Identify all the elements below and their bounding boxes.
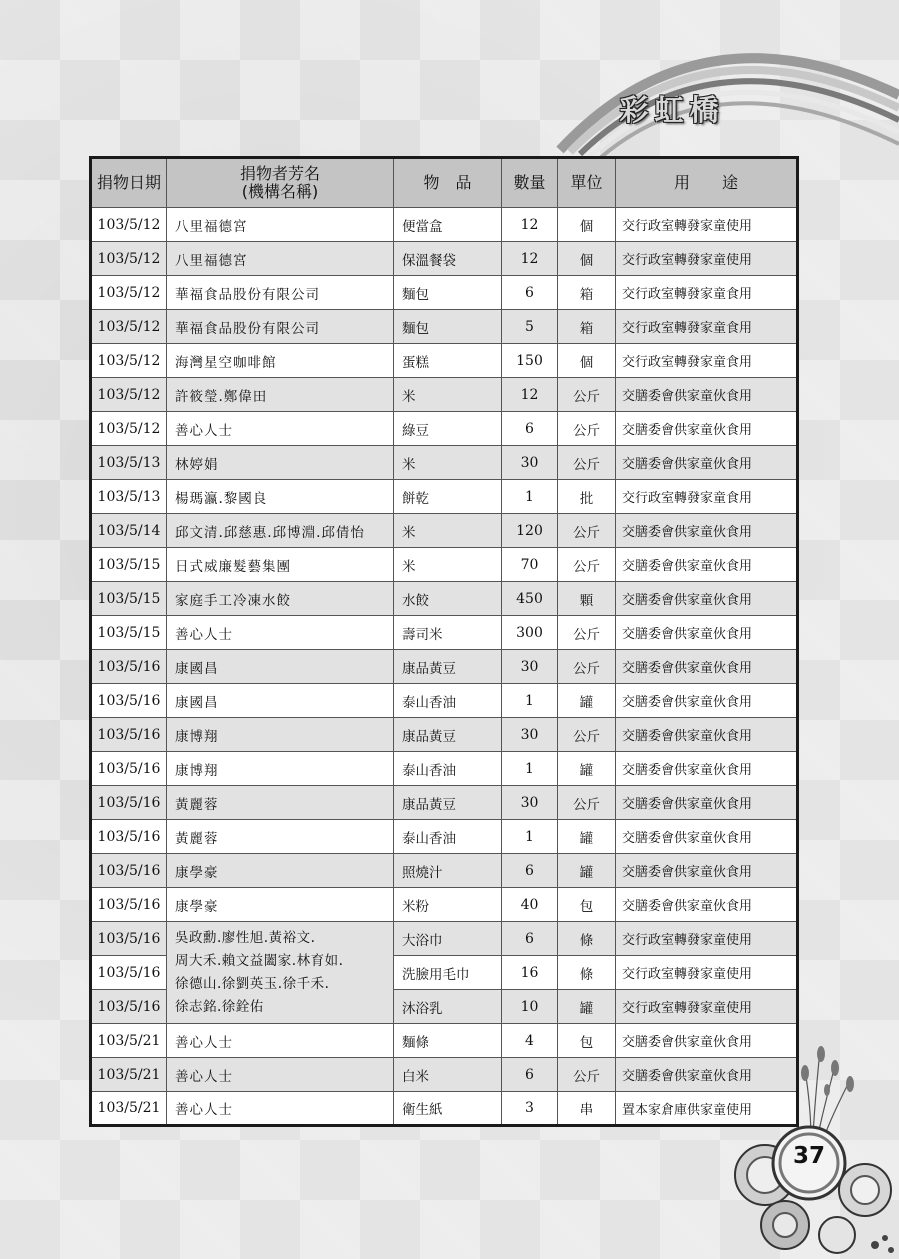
item-cell: 白米 [394,1058,502,1092]
table-row [91,684,798,718]
unit-cell: 公斤 [558,1058,616,1092]
item-cell: 泰山香油 [394,820,502,854]
item-cell: 米 [394,378,502,412]
donor-cell: 林婷娟 [167,446,394,480]
table-row [91,276,798,310]
header-item: 物 品 [394,158,502,208]
quantity-cell: 30 [502,718,558,752]
purpose-cell: 交膳委會供家童伙食用 [616,378,798,412]
quantity-cell: 12 [502,378,558,412]
donor-cell: 善心人士 [167,616,394,650]
quantity-cell: 1 [502,752,558,786]
item-cell: 洗臉用毛巾 [394,956,502,990]
quantity-cell: 10 [502,990,558,1024]
unit-cell: 公斤 [558,378,616,412]
date-cell: 103/5/16 [91,718,167,752]
date-cell: 103/5/14 [91,514,167,548]
quantity-cell: 4 [502,1024,558,1058]
header-row [91,158,798,208]
table-row [91,854,798,888]
header-purpose: 用 途 [616,158,798,208]
unit-cell: 條 [558,956,616,990]
date-cell: 103/5/16 [91,820,167,854]
donor-cell: 善心人士 [167,1058,394,1092]
page-number: 37 [792,1143,825,1169]
unit-cell: 條 [558,922,616,956]
item-cell: 米 [394,548,502,582]
table-row [91,786,798,820]
table-row [91,650,798,684]
purpose-cell: 交膳委會供家童伙食用 [616,548,798,582]
item-cell: 泰山香油 [394,752,502,786]
purpose-cell: 交膳委會供家童伙食用 [616,786,798,820]
donor-cell: 日式威廉髮藝集團 [167,548,394,582]
item-cell: 康品黃豆 [394,718,502,752]
item-cell: 麵包 [394,310,502,344]
date-cell: 103/5/16 [91,888,167,922]
purpose-cell: 交行政室轉發家童食用 [616,480,798,514]
table-row [91,310,798,344]
date-cell: 103/5/16 [91,786,167,820]
quantity-cell: 3 [502,1092,558,1126]
date-cell: 103/5/12 [91,276,167,310]
quantity-cell: 70 [502,548,558,582]
purpose-cell: 交膳委會供家童伙食用 [616,514,798,548]
table-row [91,888,798,922]
donor-cell: 華福食品股份有限公司 [167,276,394,310]
quantity-cell: 6 [502,1058,558,1092]
item-cell: 米 [394,446,502,480]
quantity-cell: 120 [502,514,558,548]
unit-cell: 公斤 [558,616,616,650]
purpose-cell: 交行政室轉發家童使用 [616,922,798,956]
date-cell: 103/5/16 [91,752,167,786]
unit-cell: 公斤 [558,718,616,752]
quantity-cell: 150 [502,344,558,378]
quantity-cell: 6 [502,412,558,446]
table-row [91,1092,798,1126]
date-cell: 103/5/12 [91,310,167,344]
donor-line: 吳政勳.廖性旭.黃裕文. [175,930,316,946]
header-date: 捐物日期 [91,158,167,208]
item-cell: 沐浴乳 [394,990,502,1024]
purpose-cell: 交膳委會供家童伙食用 [616,752,798,786]
purpose-cell: 交膳委會供家童伙食用 [616,1024,798,1058]
item-cell: 泰山香油 [394,684,502,718]
donor-cell: 楊瑪瀛.黎國良 [167,480,394,514]
table-row [91,582,798,616]
header-quantity: 數量 [502,158,558,208]
item-cell: 照燒汁 [394,854,502,888]
donor-cell: 康國昌 [167,684,394,718]
table-row [91,344,798,378]
date-cell: 103/5/16 [91,854,167,888]
purpose-cell: 交膳委會供家童伙食用 [616,446,798,480]
unit-cell: 包 [558,1024,616,1058]
header-unit: 單位 [558,158,616,208]
table-row [91,514,798,548]
date-cell: 103/5/16 [91,956,167,990]
unit-cell: 個 [558,208,616,242]
table-row [91,1058,798,1092]
donor-cell: 八里福德宮 [167,242,394,276]
section-title: 彩虹橋 [619,93,725,127]
date-cell: 103/5/16 [91,684,167,718]
item-cell: 康品黃豆 [394,786,502,820]
table-row [91,446,798,480]
item-cell: 衛生紙 [394,1092,502,1126]
date-cell: 103/5/16 [91,990,167,1024]
purpose-cell: 交行政室轉發家童食用 [616,310,798,344]
date-cell: 103/5/21 [91,1092,167,1126]
quantity-cell: 300 [502,616,558,650]
unit-cell: 串 [558,1092,616,1126]
quantity-cell: 12 [502,242,558,276]
unit-cell: 批 [558,480,616,514]
quantity-cell: 5 [502,310,558,344]
date-cell: 103/5/12 [91,412,167,446]
unit-cell: 箱 [558,276,616,310]
donor-cell: 康學豪 [167,888,394,922]
table-row [91,242,798,276]
unit-cell: 罐 [558,820,616,854]
item-cell: 綠豆 [394,412,502,446]
date-cell: 103/5/15 [91,548,167,582]
donor-cell: 康博翔 [167,752,394,786]
donor-cell: 家庭手工冷凍水餃 [167,582,394,616]
purpose-cell: 交膳委會供家童伙食用 [616,1058,798,1092]
date-cell: 103/5/15 [91,616,167,650]
purpose-cell: 交行政室轉發家童使用 [616,956,798,990]
table-row [91,548,798,582]
table-row [91,208,798,242]
donor-line: 徐志銘.徐銓佑 [175,999,264,1015]
donor-cell: 康學豪 [167,854,394,888]
quantity-cell: 450 [502,582,558,616]
unit-cell: 罐 [558,684,616,718]
table-row [91,1024,798,1058]
donor-line: 周大禾.賴文益闔家.林育如. [175,953,344,969]
table-row [91,616,798,650]
donor-line: 徐德山.徐劉英玉.徐千禾. [175,976,330,992]
table-row [91,718,798,752]
purpose-cell: 交膳委會供家童伙食用 [616,616,798,650]
item-cell: 水餃 [394,582,502,616]
unit-cell: 公斤 [558,650,616,684]
date-cell: 103/5/13 [91,480,167,514]
unit-cell: 公斤 [558,786,616,820]
purpose-cell: 交膳委會供家童伙食用 [616,412,798,446]
donor-cell: 康國昌 [167,650,394,684]
quantity-cell: 1 [502,684,558,718]
date-cell: 103/5/12 [91,208,167,242]
date-cell: 103/5/15 [91,582,167,616]
unit-cell: 箱 [558,310,616,344]
donor-cell: 華福食品股份有限公司 [167,310,394,344]
unit-cell: 罐 [558,752,616,786]
purpose-cell: 交膳委會供家童伙食用 [616,650,798,684]
purpose-cell: 交膳委會供家童伙食用 [616,684,798,718]
donor-cell: 邱文清.邱慈惠.邱博淵.邱倩怡 [167,514,394,548]
quantity-cell: 30 [502,786,558,820]
date-cell: 103/5/16 [91,650,167,684]
quantity-cell: 1 [502,480,558,514]
purpose-cell: 交行政室轉發家童使用 [616,990,798,1024]
quantity-cell: 30 [502,650,558,684]
unit-cell: 顆 [558,582,616,616]
unit-cell: 個 [558,242,616,276]
purpose-cell: 交行政室轉發家童使用 [616,208,798,242]
donor-cell: 善心人士 [167,412,394,446]
date-cell: 103/5/12 [91,378,167,412]
donor-cell: 八里福德宮 [167,208,394,242]
purpose-cell: 交行政室轉發家童使用 [616,242,798,276]
donor-cell: 康博翔 [167,718,394,752]
quantity-cell: 12 [502,208,558,242]
donor-cell: 黃麗蓉 [167,820,394,854]
quantity-cell: 6 [502,276,558,310]
purpose-cell: 交膳委會供家童伙食用 [616,718,798,752]
date-cell: 103/5/21 [91,1058,167,1092]
unit-cell: 公斤 [558,412,616,446]
table-row [91,378,798,412]
item-cell: 康品黃豆 [394,650,502,684]
table-row [91,412,798,446]
unit-cell: 公斤 [558,548,616,582]
purpose-cell: 交行政室轉發家童食用 [616,276,798,310]
unit-cell: 罐 [558,854,616,888]
donor-cell: 黃麗蓉 [167,786,394,820]
donation-table [89,156,799,1127]
date-cell: 103/5/21 [91,1024,167,1058]
item-cell: 麵條 [394,1024,502,1058]
table-row [91,820,798,854]
unit-cell: 個 [558,344,616,378]
donor-cell: 善心人士 [167,1024,394,1058]
quantity-cell: 40 [502,888,558,922]
item-cell: 壽司米 [394,616,502,650]
donor-cell: 海灣星空咖啡館 [167,344,394,378]
item-cell: 餅乾 [394,480,502,514]
donor-cell: 善心人士 [167,1092,394,1126]
header-donor [167,158,394,208]
unit-cell: 罐 [558,990,616,1024]
unit-cell: 包 [558,888,616,922]
item-cell: 保溫餐袋 [394,242,502,276]
purpose-cell: 交膳委會供家童伙食用 [616,854,798,888]
item-cell: 大浴巾 [394,922,502,956]
donor-cell-merged [167,922,394,1024]
purpose-cell: 交行政室轉發家童食用 [616,344,798,378]
date-cell: 103/5/13 [91,446,167,480]
item-cell: 米粉 [394,888,502,922]
quantity-cell: 30 [502,446,558,480]
purpose-cell: 交膳委會供家童伙食用 [616,888,798,922]
header-donor-line2: (機構名稱) [241,182,319,201]
quantity-cell: 6 [502,854,558,888]
table-row [91,752,798,786]
purpose-cell: 交膳委會供家童伙食用 [616,582,798,616]
table-row [91,480,798,514]
item-cell: 蛋糕 [394,344,502,378]
date-cell: 103/5/12 [91,344,167,378]
quantity-cell: 16 [502,956,558,990]
donor-cell: 許筱瑩.鄭偉田 [167,378,394,412]
unit-cell: 公斤 [558,514,616,548]
purpose-cell: 交膳委會供家童伙食用 [616,820,798,854]
item-cell: 麵包 [394,276,502,310]
quantity-cell: 6 [502,922,558,956]
header-donor-line1: 捐物者芳名 [239,164,320,183]
quantity-cell: 1 [502,820,558,854]
purpose-cell: 置本家倉庫供家童使用 [616,1092,798,1126]
item-cell: 米 [394,514,502,548]
date-cell: 103/5/16 [91,922,167,956]
unit-cell: 公斤 [558,446,616,480]
table-row [91,922,798,956]
item-cell: 便當盒 [394,208,502,242]
date-cell: 103/5/12 [91,242,167,276]
